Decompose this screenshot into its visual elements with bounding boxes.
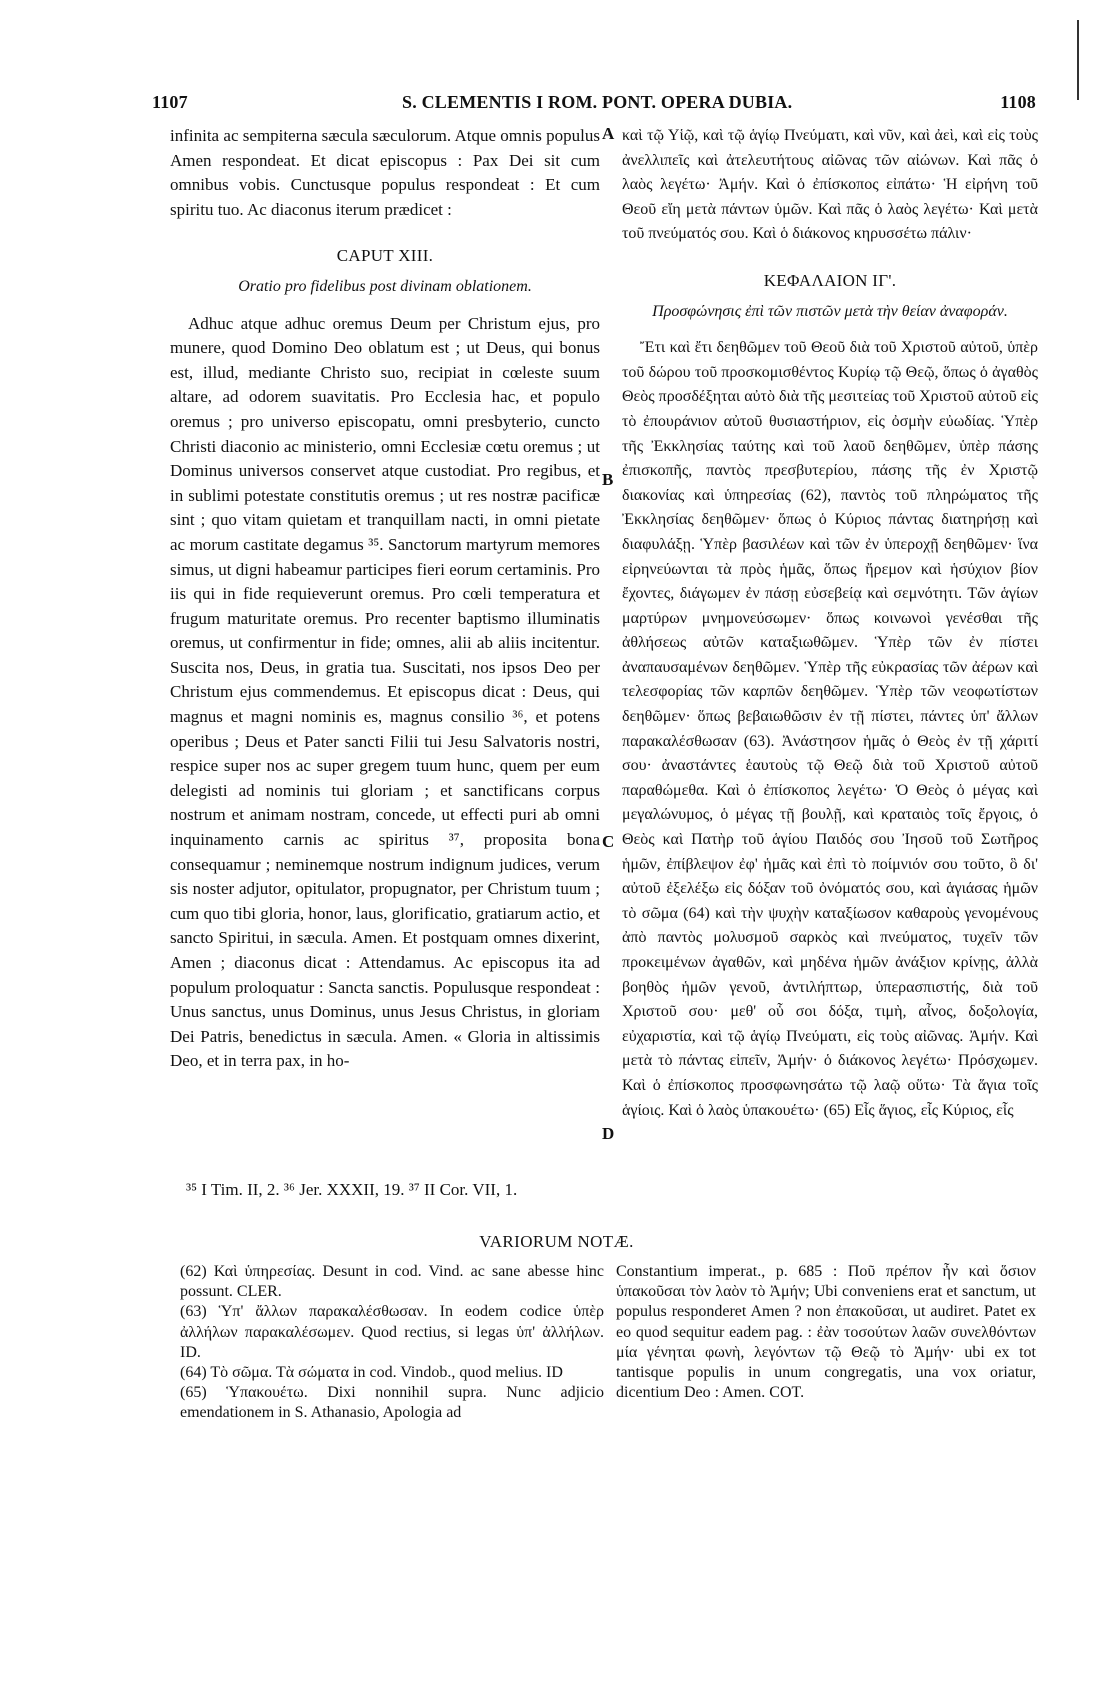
page-number-left: 1107 — [152, 92, 188, 112]
running-title: S. CLEMENTIS I ROM. PONT. OPERA DUBIA. — [402, 92, 793, 112]
notes-right-column — [616, 1262, 1036, 1403]
page-number-right: 1108 — [1000, 92, 1036, 112]
note-63: (63) Ὑπ' ἄλλων παρακαλέσθωσαν. In eodem codice ὑπὲρ ἀλλήλων παρακαλέσωμεν. Quod rectius, si legas ὑπ' ἀλλήλων. ID. — [180, 1303, 604, 1361]
latin-body: Adhuc atque adhuc oremus Deum per Christum ejus, pro munere, quod Domino Deo oblatum est ; ut Deus, qui bonus est, illud, mediante Christo suo, recipiat in cœleste suum altare, ad odorem suavitatis. Pro Ecclesia hac, et populo oremus ; pro universo episcopatu, omni presbyterio, cuncto Christi diaconio ac ministerio, omni Ecclesiæ cœtu oremus ; ut Dominus universos conservet atque custodiat. Pro regibus, et in sublimi potestate constitutis oremus ; ut res nostræ pacificæ sint ; quo vitam quietam et tranquillam nacti, in omni pietate ac morum castitate degamus ³⁵. Sanctorum martyrum memores simus, ut digni habeamur participes fieri eorum certaminis. Pro iis qui in fide requieverunt oremus. Pro cœli temperatura et frugum maturitate oremus. Pro recenter baptismo illuminatis oremus, ut confirmentur in fide; omnes, alii ab aliis incitentur. Suscita nos, Deus, in gratia tua. Suscitati, nos ipsos Deo per Christum ejus commendemus. Et episcopus dicat : Deus, qui magnus et magni nominis es, magnus consilio ³⁶, et potens operibus ; Deus et Pater sancti Filii tui Jesu Salvatoris nostri, respice super nos ac super gregem tuum hunc, quem per eum delegisti ad nominis tui gloriam ; et sanctificans corpus nostrum et animam nostram, concede, ut effecti puri ab omni inquinamento carnis ac spiritus ³⁷, proposita bona consequamur ; neminemque nostrum indignum judices, verum sis noster adjutor, opitulator, propugnator, per Christum tuum ; cum quo tibi gloria, honor, laus, glorificatio, gratiarum actio, et sancto Spiritui, in sæcula. Amen. Et postquam omnes dixerint, Amen ; diaconus dicat : Attendamus. Ac episcopus ita ad populum proloquatur : Sancta sanctis. Populusque respondeat : Unus sanctus, unus Dominus, unus Jesus Christus, in gloriam Dei Patris, benedictus in sæcula. Amen. « Gloria in altissimis Deo, et in terra pax, in ho- — [170, 313, 600, 1071]
latin-chapter-heading: CAPUT XIII. — [336, 246, 434, 266]
note-65: (65) Ὑπακουέτω. Dixi nonnihil supra. Nunc adjicio emendationem in S. Athanasio, Apologia ad — [180, 1384, 604, 1422]
note-65-continued: Constantium imperat., p. 685 : Ποῦ πρέπον ἦν καὶ ὅσιον ὑπακοῦσαι τὸν λαὸν τὸ Ἀμήν; Ubi conveniens erat et sanctum, ut populus responderet Amen ? non ἐπακοῦσαι, ut audiret. Patet ex eo quod sequitur eadem pag. : ἐὰν τοσούτων λαῶν συνελθόντων μία γένηται φωνὴ, λεγόντων τῷ Θεῷ τὸ Ἀμήν· ubi ex tot tantisque populis in unum congregatis, una vox oriatur, dicentium Deo : Amen. COT. — [616, 1263, 1036, 1402]
greek-chapter-heading: ΚΕΦΑΛΑΙΟΝ ΙΓ'. — [763, 270, 897, 290]
greek-column — [622, 124, 1038, 1123]
latin-intro: infinita ac sempiterna sæcula sæculorum. Atque omnis populus Amen respondeat. Et dicat episcopus : Pax Dei sit cum omnibus vobis. Cunctusque populus respondeat : Et cum spiritu tuo. Ac diaconus iterum prædicet : — [170, 126, 600, 219]
note-62: (62) Καὶ ὑπηρεσίας. Desunt in cod. Vind. ac sane abesse hinc possunt. CLER. — [180, 1263, 604, 1301]
greek-body: Ἔτι καὶ ἔτι δεηθῶμεν τοῦ Θεοῦ διὰ τοῦ Χριστοῦ αὐτοῦ, ὑπὲρ τοῦ δώρου τοῦ προσκομισθέντος Κυρίῳ τῷ Θεῷ, ὅπως ὁ ἀγαθὸς Θεὸς προσδέξηται αὐτὸ διὰ τῆς μεσιτείας τοῦ Χριστοῦ αὐτοῦ εἰς τὸ ἐπουράνιον αὐτοῦ θυσιαστήριον, εἰς ὀσμὴν εὐωδίας. Ὑπὲρ τῆς Ἐκκλησίας ταύτης καὶ τοῦ λαοῦ δεηθῶμεν, ὑπὲρ πάσης ἐπισκοπῆς, παντὸς πρεσβυτερίου, πάσης τῆς ἐν Χριστῷ διακονίας καὶ ὑπηρεσίας (62), παντὸς τοῦ πληρώματος τῆς Ἐκκλησίας δεηθῶμεν· ὅπως ὁ Κύριος πάντας διατηρήσῃ καὶ διαφυλάξῃ. Ὑπὲρ βασιλέων καὶ τῶν ἐν ὑπεροχῇ δεηθῶμεν· ἵνα εἰρηνεύωνται τὰ πρὸς ἡμᾶς, ὅπως ἤρεμον καὶ ἡσύχιον βίον ἔχοντες, διάγωμεν ἐν πάσῃ εὐσεβείᾳ καὶ σεμνότητι. Τῶν ἁγίων μαρτύρων μνημονεύσωμεν· ὅπως κοινωνοὶ γενέσθαι τῆς ἀθλήσεως αὐτῶν καταξιωθῶμεν. Ὑπὲρ τῶν ἐν πίστει ἀναπαυσαμένων δεηθῶμεν. Ὑπὲρ τῆς εὐκρασίας τῶν ἀέρων καὶ τελεσφορίας τῶν καρπῶν δεηθῶμεν. Ὑπὲρ τῶν νεοφωτίστων δεηθῶμεν· ὅπως βεβαιωθῶσιν ἐν τῇ πίστει, πάντες ὑπ' ἄλλων παρακαλέσθωσαν (63). Ἀνάστησον ἡμᾶς ὁ Θεὸς ἐν τῇ χάριτί σου· ἀναστάντες ἑαυτοὺς τῷ Θεῷ διὰ τοῦ Χριστοῦ αὐτοῦ παραθώμεθα. Καὶ ὁ ἐπίσκοπος λεγέτω· Ὁ Θεὸς ὁ μέγας καὶ μεγαλώνυμος, ὁ μέγας τῇ βουλῇ, καὶ κραταιὸς τοῖς ἔργοις, ὁ Θεὸς καὶ Πατὴρ τοῦ ἁγίου Παιδός σου Ἰησοῦ τοῦ Σωτῆρος ἡμῶν, ἐπίβλεψον ἐφ' ἡμᾶς καὶ ἐπὶ τὸ ποίμνιόν σου τοῦτο, ὃ δι' αὐτοῦ ἐξελέξω εἰς δόξαν τοῦ ὀνόματός σου, καὶ ἁγιάσας ἡμῶν τὸ σῶμα (64) καὶ τὴν ψυχὴν καταξίωσον καθαροὺς γενομένους ἀπὸ παντὸς μολυσμοῦ σαρκὸς καὶ πνεύματος, τυχεῖν τῶν προκειμένων ἀγαθῶν, καὶ μηδένα ἡμῶν ἀνάξιον κρίνῃς, ἀλλὰ βοηθὸς ἡμῶν γενοῦ, ἀντιλήπτωρ, ὑπερασπιστής, διὰ τοῦ Χριστοῦ σου· μεθ' οὗ σοι δόξα, τιμὴ, αἶνος, δοξολογία, εὐχαριστία, καὶ τῷ ἁγίῳ Πνεύματι, εἰς τοὺς αἰῶνας. Ἀμήν. Καὶ μετὰ τὸ πάντας εἰπεῖν, Ἀμήν· ὁ διάκονος λεγέτω· Πρόσχωμεν. Καὶ ὁ ἐπίσκοπος προσφωνησάτω τῷ λαῷ οὕτω· Τὰ ἅγια τοῖς ἁγίοις. Καὶ ὁ λαὸς ὑπακουέτω· (65) Εἷς ἅγιος, εἷς Κύριος, εἷς — [622, 339, 1038, 1119]
page-edge-mark — [1077, 20, 1079, 100]
latin-column — [170, 124, 600, 1074]
margin-letter-c: C — [602, 832, 615, 851]
latin-chapter-subtitle: Oratio pro fidelibus post divinam oblationem. — [238, 277, 532, 295]
note-64: (64) Τὸ σῶμα. Τὰ σώματα in cod. Vindob., quod melius. ID — [180, 1364, 563, 1382]
margin-letter-b: B — [602, 470, 614, 489]
page-header — [152, 92, 1036, 118]
scripture-footnotes: ³⁵ I Tim. II, 2. ³⁶ Jer. XXXII, 19. ³⁷ II Cor. VII, 1. — [186, 1180, 518, 1199]
margin-letter-d: D — [602, 1124, 615, 1143]
greek-chapter-subtitle: Προσφώνησις ἐπὶ τῶν πιστῶν μετὰ τὴν θείαν ἀναφοράν. — [652, 302, 1008, 320]
margin-letter-a: A — [602, 124, 615, 143]
notes-left-column — [180, 1262, 604, 1424]
greek-intro: καὶ τῷ Υἱῷ, καὶ τῷ ἁγίῳ Πνεύματι, καὶ νῦν, καὶ ἀεὶ, καὶ εἰς τοὺς ἀνελλιπεῖς καὶ ἀτελευτήτους αἰῶνας τῶν αἰώνων. Καὶ πᾶς ὁ λαὸς λεγέτω· Ἀμήν. Καὶ ὁ ἐπίσκοπος εἰπάτω· Ἡ εἰρήνη τοῦ Θεοῦ εἴη μετὰ πάντων ὑμῶν. Καὶ πᾶς ὁ λαὸς λεγέτω· Καὶ μετὰ τοῦ πνεύματός σου. Καὶ ὁ διάκονος κηρυσσέτω πάλιν· — [622, 127, 1038, 243]
notes-heading: VARIORUM NOTÆ. — [479, 1232, 634, 1251]
